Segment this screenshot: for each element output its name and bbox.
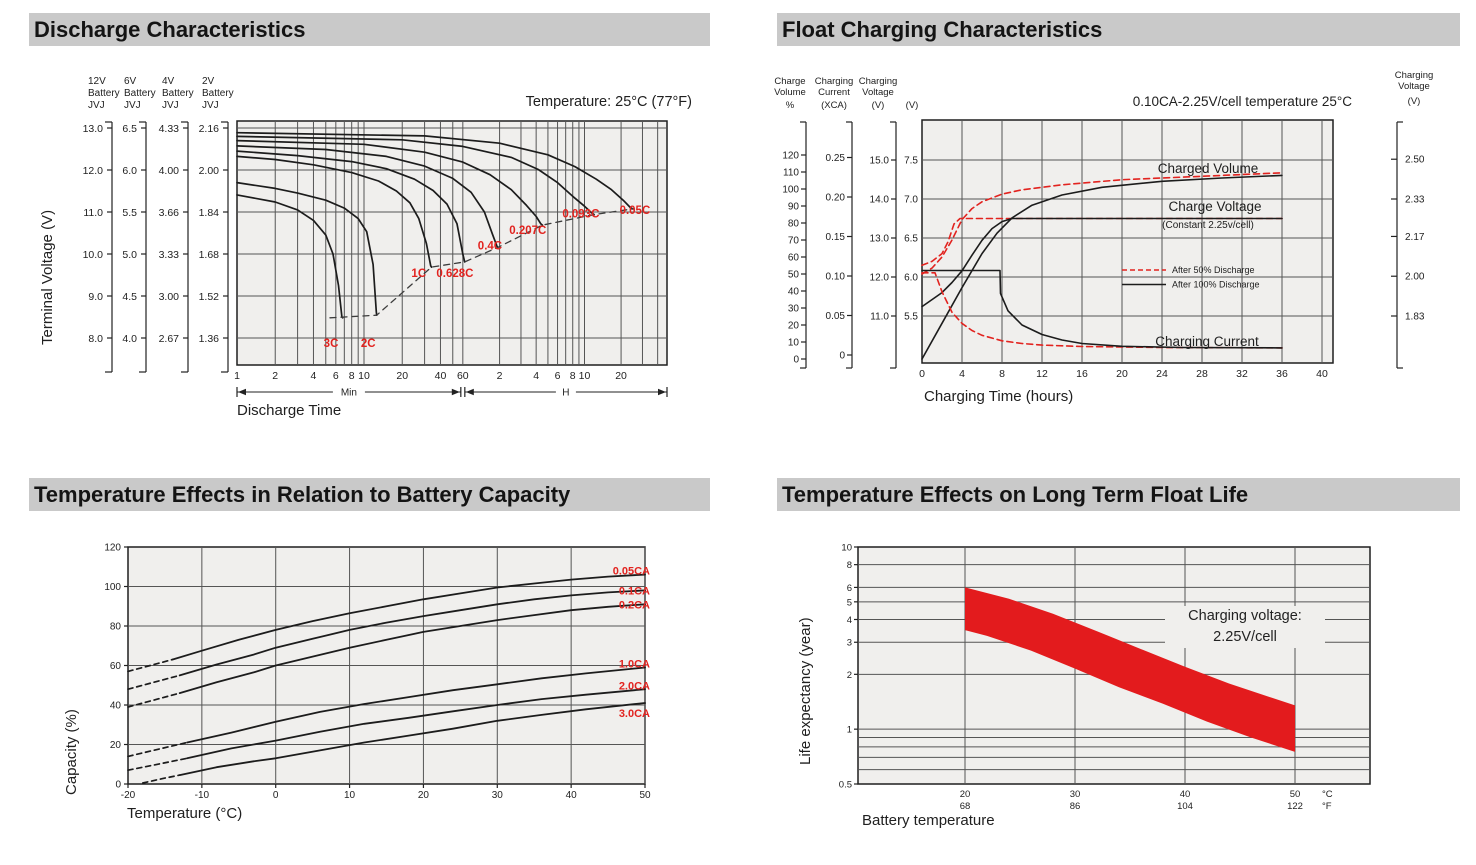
svg-text:4V: 4V xyxy=(162,76,175,87)
svg-text:12.0: 12.0 xyxy=(82,165,103,177)
discharge-chart xyxy=(0,0,738,460)
svg-text:Battery: Battery xyxy=(124,88,156,99)
svg-text:70: 70 xyxy=(787,235,799,247)
svg-text:6V: 6V xyxy=(124,76,137,87)
svg-text:0: 0 xyxy=(793,354,799,366)
x-ticks xyxy=(234,370,627,382)
svg-text:3: 3 xyxy=(846,637,852,649)
svg-text:86: 86 xyxy=(1069,801,1081,812)
charging-voltage-annotation xyxy=(1165,606,1325,648)
svg-text:14.0: 14.0 xyxy=(869,194,889,206)
svg-text:20: 20 xyxy=(787,320,799,332)
svg-text:Charging: Charging xyxy=(858,76,898,87)
svg-text:20: 20 xyxy=(417,790,429,801)
svg-text:6.0: 6.0 xyxy=(904,272,918,284)
charging-voltage-annotation-line2: 2.25V/cell xyxy=(1213,629,1277,645)
svg-text:Voltage: Voltage xyxy=(1398,81,1430,92)
svg-text:20: 20 xyxy=(396,370,409,382)
capacity-x-axis-title: Temperature (°C) xyxy=(127,805,243,822)
svg-text:3.00: 3.00 xyxy=(158,291,179,303)
svg-text:Charging: Charging xyxy=(814,76,854,87)
svg-text:3.66: 3.66 xyxy=(158,207,179,219)
svg-text:4.00: 4.00 xyxy=(158,165,179,177)
svg-text:0.5: 0.5 xyxy=(838,779,852,791)
panel-float-charging-characteristics xyxy=(738,0,1476,460)
svg-text:2.17: 2.17 xyxy=(1405,231,1425,243)
svg-text:2.50: 2.50 xyxy=(1405,154,1425,166)
svg-text:0.05C: 0.05C xyxy=(619,205,651,218)
svg-text:7.5: 7.5 xyxy=(904,155,918,167)
svg-text:120: 120 xyxy=(782,150,799,162)
section-title: Temperature Effects on Long Term Float Life xyxy=(782,481,1249,507)
svg-text:40: 40 xyxy=(565,790,577,801)
charging-current-label: Charging Current xyxy=(1155,334,1259,349)
svg-text:1.0CA: 1.0CA xyxy=(618,658,650,671)
svg-text:0: 0 xyxy=(115,779,121,791)
life-x-axis-title: Battery temperature xyxy=(862,812,995,829)
svg-text:2C: 2C xyxy=(360,338,376,351)
unit-span-arrows xyxy=(237,386,667,399)
svg-text:Volume: Volume xyxy=(774,87,806,98)
svg-text:0.20: 0.20 xyxy=(825,192,845,204)
svg-text:0.2CA: 0.2CA xyxy=(618,599,650,612)
panel-discharge-characteristics xyxy=(0,0,738,460)
svg-text:JVJ: JVJ xyxy=(88,100,105,111)
svg-text:(V): (V) xyxy=(1407,96,1421,107)
svg-text:2.00: 2.00 xyxy=(1405,271,1425,283)
svg-text:30: 30 xyxy=(1069,789,1081,800)
svg-text:13.0: 13.0 xyxy=(82,123,103,135)
svg-text:1.68: 1.68 xyxy=(198,249,219,261)
svg-text:40: 40 xyxy=(434,370,447,382)
svg-text:20: 20 xyxy=(109,740,121,751)
svg-text:1.52: 1.52 xyxy=(198,291,219,303)
svg-text:28: 28 xyxy=(1196,368,1208,380)
svg-text:11.0: 11.0 xyxy=(870,311,889,323)
svg-text:10: 10 xyxy=(344,790,356,801)
svg-text:4.5: 4.5 xyxy=(122,291,137,303)
charge-voltage-label: Charge Voltage xyxy=(1168,199,1262,214)
svg-text:0: 0 xyxy=(839,350,845,362)
svg-text:0: 0 xyxy=(272,790,279,801)
section-title: Float Charging Characteristics xyxy=(782,16,1103,42)
section-header xyxy=(777,13,1460,46)
svg-text:1.36: 1.36 xyxy=(198,333,219,345)
svg-text:4: 4 xyxy=(846,614,852,626)
svg-text:20: 20 xyxy=(959,789,971,800)
float-x-axis-title: Charging Time (hours) xyxy=(924,388,1074,405)
charged-volume-label: Charged Volume xyxy=(1157,161,1259,176)
svg-text:2.0CA: 2.0CA xyxy=(618,680,650,693)
svg-text:Charge: Charge xyxy=(774,76,806,87)
svg-text:10: 10 xyxy=(787,337,799,349)
discharge-y-axis-title: Terminal Voltage (V) xyxy=(39,209,56,345)
svg-text:12V: 12V xyxy=(88,76,106,87)
svg-text:(XCA): (XCA) xyxy=(821,100,847,111)
svg-text:11.0: 11.0 xyxy=(83,207,103,219)
svg-text:5.5: 5.5 xyxy=(122,207,137,219)
svg-text:-20: -20 xyxy=(120,790,136,801)
svg-text:0.05CA: 0.05CA xyxy=(612,565,650,578)
svg-text:12: 12 xyxy=(1036,368,1048,380)
svg-text:0.628C: 0.628C xyxy=(436,268,474,281)
life-y-axis-title: Life expectancy (year) xyxy=(797,617,814,765)
svg-text:3.33: 3.33 xyxy=(158,249,179,261)
svg-text:5: 5 xyxy=(846,597,852,609)
svg-text:10: 10 xyxy=(841,542,852,554)
section-header xyxy=(29,478,710,511)
svg-text:40: 40 xyxy=(787,286,799,298)
svg-text:50: 50 xyxy=(787,269,799,281)
voltage-scales xyxy=(83,76,234,372)
svg-text:50: 50 xyxy=(1289,789,1301,800)
svg-text:2.00: 2.00 xyxy=(198,165,219,177)
svg-text:13.0: 13.0 xyxy=(869,233,889,245)
capacity-y-axis-title: Capacity (%) xyxy=(63,709,80,795)
svg-text:4.0: 4.0 xyxy=(122,333,137,345)
svg-text:°C: °C xyxy=(1322,789,1333,800)
svg-text:20: 20 xyxy=(615,370,627,382)
float-condition-annotation: 0.10CA-2.25V/cell temperature 25°C xyxy=(1132,94,1352,109)
svg-text:6.5: 6.5 xyxy=(904,233,918,245)
svg-text:32: 32 xyxy=(1236,368,1248,380)
svg-text:After 100% Discharge: After 100% Discharge xyxy=(1172,279,1260,290)
svg-text:8: 8 xyxy=(846,560,852,572)
svg-text:16: 16 xyxy=(1076,368,1088,380)
svg-text:JVJ: JVJ xyxy=(162,100,179,111)
float-charging-chart xyxy=(738,0,1476,460)
svg-text:2V: 2V xyxy=(202,76,215,87)
svg-text:4: 4 xyxy=(959,368,965,380)
x-ticks xyxy=(919,368,1328,380)
svg-text:110: 110 xyxy=(783,167,799,179)
svg-text:10: 10 xyxy=(358,370,370,382)
svg-text:0.15: 0.15 xyxy=(825,232,845,243)
panel-temperature-capacity xyxy=(0,460,738,865)
svg-text:3.0CA: 3.0CA xyxy=(618,707,650,720)
svg-text:0.25: 0.25 xyxy=(825,153,845,164)
temperature-capacity-chart xyxy=(0,460,738,865)
svg-text:100: 100 xyxy=(104,582,121,593)
svg-text:Current: Current xyxy=(818,87,850,98)
svg-text:0.207C: 0.207C xyxy=(509,224,547,237)
panel-float-life xyxy=(738,460,1476,865)
svg-text:4: 4 xyxy=(533,370,540,382)
svg-text:6: 6 xyxy=(554,370,561,382)
plot-area xyxy=(922,120,1333,363)
svg-text:6.5: 6.5 xyxy=(122,123,137,135)
svg-text:3C: 3C xyxy=(323,338,339,351)
svg-text:0.1CA: 0.1CA xyxy=(618,585,650,598)
svg-text:20: 20 xyxy=(1116,368,1128,380)
svg-text:80: 80 xyxy=(109,621,121,633)
svg-text:After 50% Discharge: After 50% Discharge xyxy=(1172,265,1255,275)
right-axis xyxy=(1391,70,1433,368)
svg-text:0.4C: 0.4C xyxy=(477,240,503,253)
section-header xyxy=(777,478,1460,511)
svg-text:100: 100 xyxy=(782,184,799,196)
svg-text:40: 40 xyxy=(1179,789,1191,800)
charging-voltage-annotation-line1: Charging voltage: xyxy=(1188,608,1302,624)
svg-text:2: 2 xyxy=(496,370,503,382)
svg-text:Battery: Battery xyxy=(88,88,120,99)
plot-area xyxy=(237,121,667,365)
svg-text:8: 8 xyxy=(999,368,1005,380)
svg-text:Charging: Charging xyxy=(1394,70,1434,81)
svg-text:30: 30 xyxy=(491,790,503,801)
svg-text:1.84: 1.84 xyxy=(198,207,219,219)
constant-voltage-note: (Constant 2.25v/cell) xyxy=(1162,220,1254,231)
discharge-temperature-annotation: Temperature: 25°C (77°F) xyxy=(525,94,692,110)
section-title: Temperature Effects in Relation to Battery Capacity xyxy=(34,481,571,507)
svg-text:2.16: 2.16 xyxy=(198,123,219,135)
svg-text:4: 4 xyxy=(310,370,317,382)
svg-text:68: 68 xyxy=(959,801,971,812)
svg-text:(V): (V) xyxy=(871,100,885,111)
section-header xyxy=(29,13,710,46)
svg-text:6: 6 xyxy=(846,582,852,594)
float-life-chart xyxy=(738,460,1476,865)
svg-text:12.0: 12.0 xyxy=(869,272,889,284)
svg-text:2: 2 xyxy=(272,370,279,382)
svg-text:6: 6 xyxy=(332,370,339,382)
svg-text:4.33: 4.33 xyxy=(158,123,179,135)
svg-text:°F: °F xyxy=(1322,801,1332,812)
svg-text:10: 10 xyxy=(578,370,591,382)
svg-text:JVJ: JVJ xyxy=(202,100,219,111)
svg-text:40: 40 xyxy=(1316,368,1328,380)
svg-text:122: 122 xyxy=(1287,801,1303,812)
svg-text:120: 120 xyxy=(104,542,121,554)
svg-text:H: H xyxy=(562,387,570,399)
svg-text:0.10: 0.10 xyxy=(825,271,845,283)
svg-text:1.83: 1.83 xyxy=(1405,311,1425,323)
svg-text:%: % xyxy=(785,100,795,111)
svg-text:60: 60 xyxy=(787,252,799,264)
svg-text:0: 0 xyxy=(919,368,925,380)
svg-text:10.0: 10.0 xyxy=(82,249,103,261)
svg-text:2.67: 2.67 xyxy=(158,333,179,345)
svg-text:24: 24 xyxy=(1156,368,1168,380)
svg-text:0.05: 0.05 xyxy=(825,311,845,322)
svg-text:30: 30 xyxy=(787,303,799,315)
svg-text:104: 104 xyxy=(1177,801,1193,812)
discharge-x-axis-title: Discharge Time xyxy=(237,402,342,419)
svg-text:7.0: 7.0 xyxy=(904,194,918,206)
svg-text:2.33: 2.33 xyxy=(1405,194,1425,206)
svg-text:50: 50 xyxy=(639,790,651,801)
section-title: Discharge Characteristics xyxy=(34,16,306,42)
svg-text:(V): (V) xyxy=(905,100,919,111)
svg-text:5.5: 5.5 xyxy=(904,311,918,323)
svg-text:-10: -10 xyxy=(194,790,210,801)
svg-text:2: 2 xyxy=(846,669,852,681)
svg-text:0.093C: 0.093C xyxy=(562,208,600,221)
svg-text:40: 40 xyxy=(109,700,121,712)
svg-text:Voltage: Voltage xyxy=(862,87,894,98)
svg-text:60: 60 xyxy=(456,370,469,382)
svg-text:Min: Min xyxy=(340,387,357,399)
svg-text:8: 8 xyxy=(569,370,576,382)
svg-text:5.0: 5.0 xyxy=(122,249,137,261)
svg-text:60: 60 xyxy=(109,661,121,672)
svg-text:Battery: Battery xyxy=(202,88,234,99)
svg-text:Battery: Battery xyxy=(162,88,194,99)
svg-text:36: 36 xyxy=(1276,368,1288,380)
svg-text:1: 1 xyxy=(234,370,240,382)
svg-text:JVJ: JVJ xyxy=(124,100,141,111)
svg-text:6.0: 6.0 xyxy=(122,165,137,177)
svg-text:1: 1 xyxy=(846,724,852,736)
svg-text:8.0: 8.0 xyxy=(88,333,103,345)
svg-text:8: 8 xyxy=(348,370,355,382)
svg-text:15.0: 15.0 xyxy=(869,155,889,167)
svg-text:9.0: 9.0 xyxy=(88,291,103,303)
left-axes xyxy=(774,76,918,368)
svg-text:90: 90 xyxy=(787,201,799,213)
svg-text:1C: 1C xyxy=(411,268,427,281)
svg-text:80: 80 xyxy=(787,218,799,230)
